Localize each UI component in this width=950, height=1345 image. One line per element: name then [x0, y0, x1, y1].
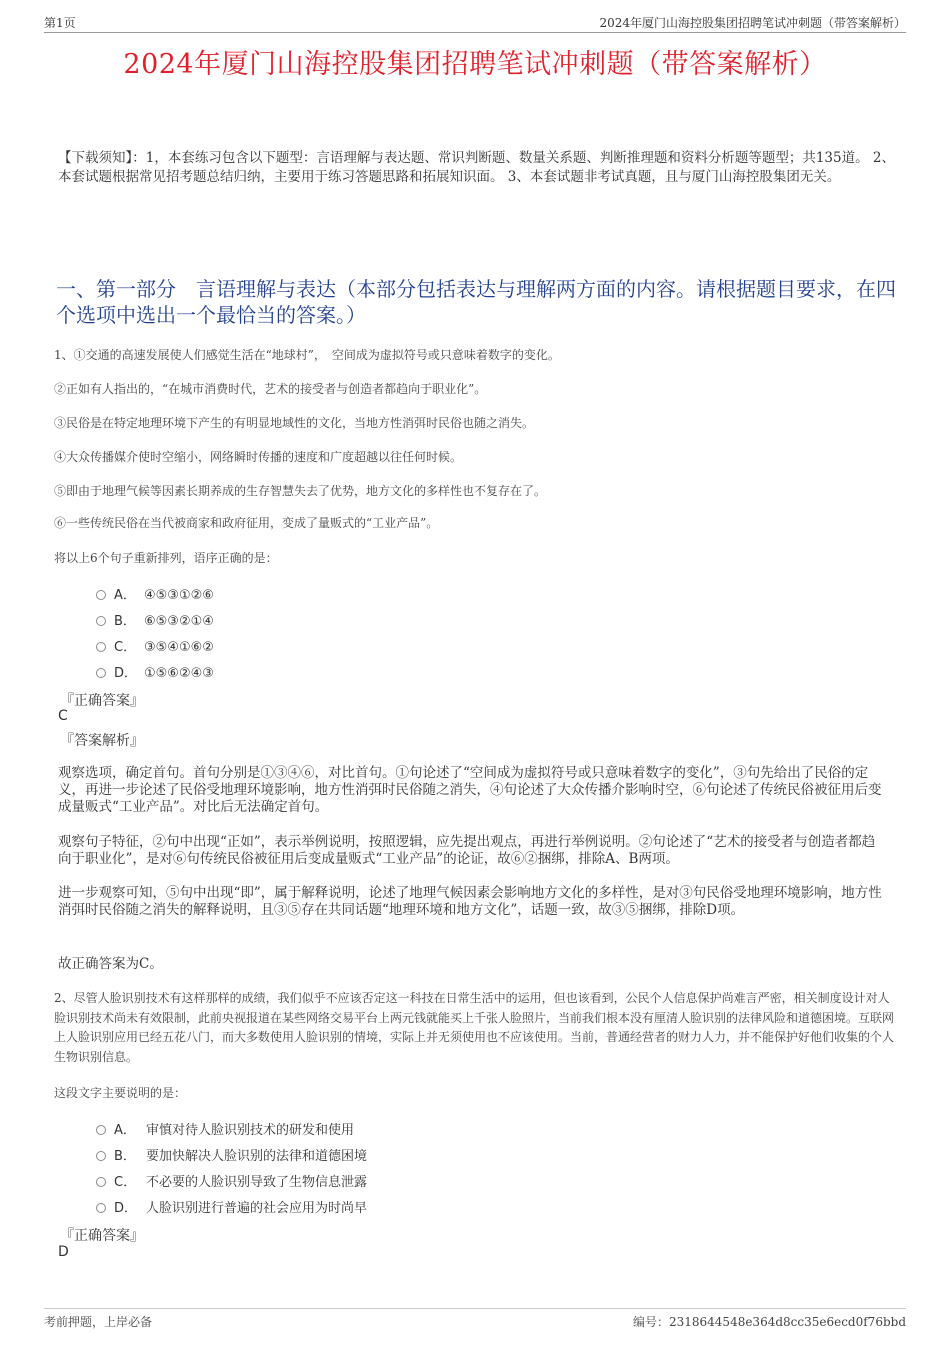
- radio-icon[interactable]: [96, 1125, 106, 1135]
- q1-answer: C: [58, 708, 68, 724]
- q2-option-d[interactable]: D． 人脸识别进行普遍的社会应用为时尚早: [96, 1197, 367, 1216]
- q1-prompt: 将以上6个句子重新排列，语序正确的是：: [54, 551, 278, 565]
- q1-option-c[interactable]: C． ③⑤④①⑥②: [96, 636, 214, 655]
- radio-icon[interactable]: [96, 616, 106, 626]
- radio-icon[interactable]: [96, 1203, 106, 1213]
- q1-explanation-para-3: 进一步观察可知，⑤句中出现“即”，属于解释说明，论述了地理气候因素会影响地方文化的多样性，是对③句民俗受地理环境影响，地方性消弭时民俗随之消失的解释说明，且③⑤存在共同话题“地理环境和地方文化”，话题一致，故③⑤捆绑，排除D项。: [58, 885, 882, 918]
- page-header: [44, 14, 906, 33]
- header-doc-title: 2024年厦门山海控股集团招聘笔试冲刺题（带答案解析）: [599, 16, 906, 30]
- section-heading: 一、第一部分 言语理解与表达（本部分包括表达与理解两方面的内容。请根据题目要求，在四个选项中选出一个最恰当的答案。）: [56, 277, 896, 327]
- footer-doc-id: 编号：2318644548e364d8cc35e6ecd0f76bbd: [632, 1315, 906, 1329]
- radio-icon[interactable]: [96, 1177, 106, 1187]
- q1-sentence-5: ⑤即由于地理气候等因素长期养成的生存智慧失去了优势，地方文化的多样性也不复存在了。: [54, 484, 547, 498]
- q1-sentence-3: ③民俗是在特定地理环境下产生的有明显地域性的文化，当地方性消弭时民俗也随之消失。: [54, 416, 535, 430]
- q2-answer: D: [58, 1244, 69, 1260]
- q1-sentence-1: 1、①交通的高速发展使人们感觉生活在“地球村”， 空间成为虚拟符号或只意味着数字的变化。: [54, 348, 560, 362]
- radio-icon[interactable]: [96, 590, 106, 600]
- radio-icon[interactable]: [96, 1151, 106, 1161]
- radio-icon[interactable]: [96, 642, 106, 652]
- q1-option-b[interactable]: B． ⑥⑤③②①④: [96, 610, 214, 629]
- footer-divider: [44, 1308, 906, 1309]
- radio-icon[interactable]: [96, 668, 106, 678]
- q1-explanation-label: 『答案解析』: [60, 733, 144, 749]
- q1-option-a[interactable]: A． ④⑤③①②⑥: [96, 584, 214, 603]
- q1-explanation-para-2: 观察句子特征，②句中出现“正如”，表示举例说明，按照逻辑，应先提出观点，再进行举例说明。②句论述了“艺术的接受者与创造者都趋向于职业化”，是对⑥句传统民俗被征用后变成量贩式“工业产品”的论证，故⑥②捆绑，排除A、B两项。: [58, 834, 876, 867]
- footer-slogan: 考前押题，上岸必备: [44, 1315, 153, 1329]
- q1-answer-label: 『正确答案』: [60, 693, 144, 709]
- page-number: 第1页: [44, 16, 76, 30]
- page-title: 2024年厦门山海控股集团招聘笔试冲刺题（带答案解析）: [123, 49, 827, 80]
- q2-stem: 2、尽管人脸识别技术有这样那样的成绩，我们似乎不应该否定这一科技在日常生活中的运用，但也该看到，公民个人信息保护尚难言严密，相关制度设计对人脸识别技术尚未有效限制，此前央视报道在某些网络交易平台上两元钱就能买上千张人脸照片，当前我们根本没有厘清人脸识别的法律风险和道德困境。互联网上人脸识别应用已经五花八门，而大多数使用人脸识别的情境，实际上并无须使用也不应该使用。当前，普通经营者的财力人力，并不能保护好他们收集的个人生物识别信息。: [54, 991, 895, 1064]
- q1-explanation-para-1: 观察选项，确定首句。首句分别是①③④⑥，对比首句。①句论述了“空间成为虚拟符号或只意味着数字的变化”，③句先给出了民俗的定义，再进一步论述了民俗受地理环境影响，地方性消弭时民俗随之消失，④句论述了大众传播介影响时空，⑥句论述了传统民俗被征用后变成量贩式“工业产品”。对比后无法确定首句。: [58, 765, 882, 815]
- q2-option-a[interactable]: A． 审慎对待人脸识别技术的研发和使用: [96, 1119, 354, 1138]
- q2-prompt: 这段文字主要说明的是：: [54, 1086, 187, 1100]
- q1-explanation-para-4: 故正确答案为C。: [58, 956, 163, 972]
- download-notice: 【下载须知】：1，本套练习包含以下题型：言语理解与表达题、常识判断题、数量关系题、判断推理题和资料分析题等题型；共135道。 2、本套试题根据常见招考题总结归纳，主要用于练习答题思路和拓展知识面。 3、本套试题非考试真题，且与厦门山海控股集团无关。: [58, 150, 895, 185]
- q2-answer-label: 『正确答案』: [60, 1228, 144, 1244]
- q1-sentence-6: ⑥一些传统民俗在当代被商家和政府征用，变成了量贩式的“工业产品”。: [54, 516, 439, 530]
- q2-option-c[interactable]: C． 不必要的人脸识别导致了生物信息泄露: [96, 1171, 367, 1190]
- q2-option-b[interactable]: B． 要加快解决人脸识别的法律和道德困境: [96, 1145, 367, 1164]
- q1-sentence-2: ②正如有人指出的，“在城市消费时代，艺术的接受者与创造者都趋向于职业化”。: [54, 382, 487, 396]
- q1-sentence-4: ④大众传播媒介使时空缩小，网络瞬时传播的速度和广度超越以往任何时候。: [54, 450, 463, 464]
- q1-option-d[interactable]: D． ①⑤⑥②④③: [96, 662, 214, 681]
